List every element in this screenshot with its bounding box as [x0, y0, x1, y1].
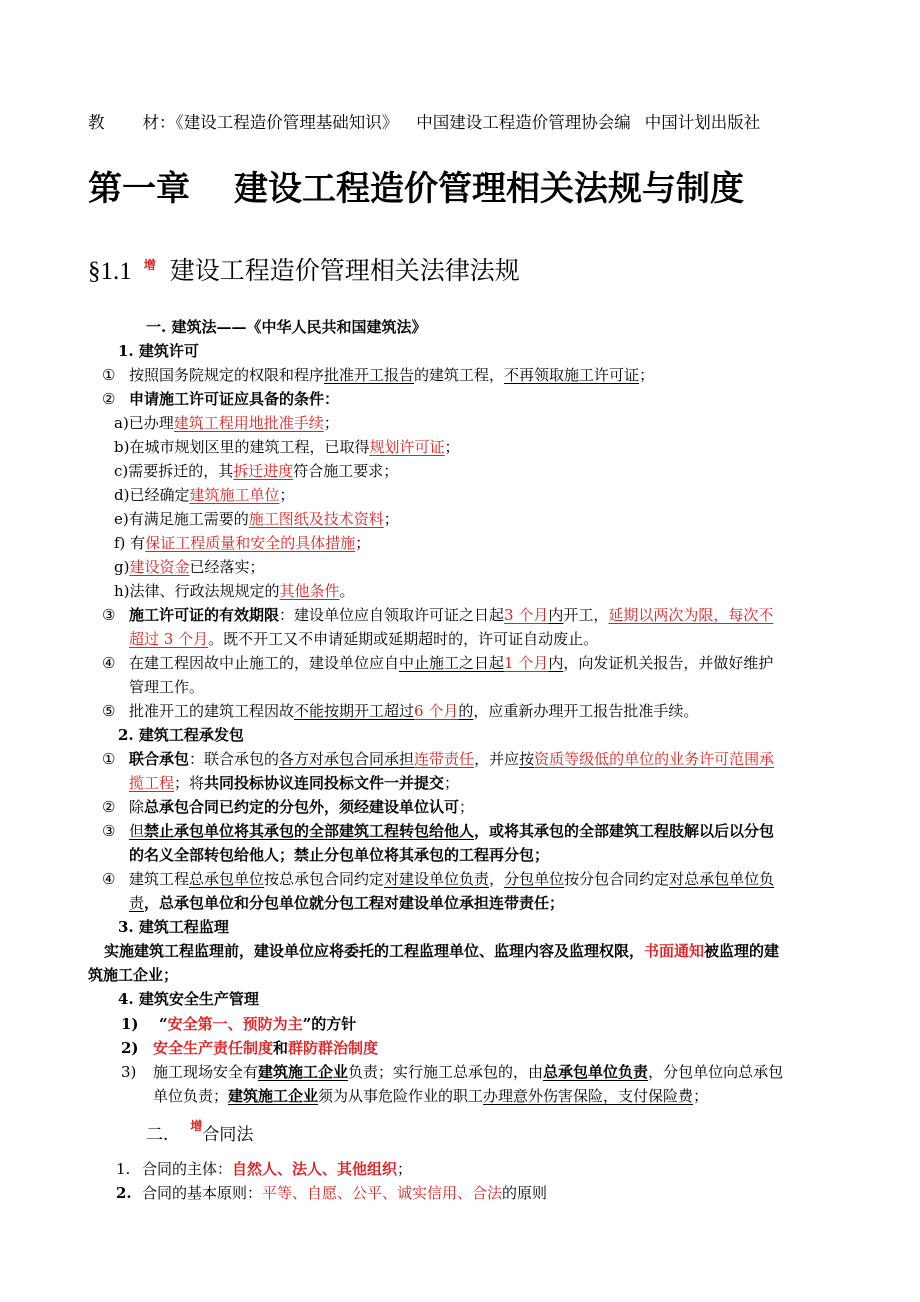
list-item: 3) 施工现场安全有建筑施工企业负责；实行施工总承包的，由总承包单位负责，分包单位向总承包 [121, 1063, 784, 1081]
chapter-number: 第一章 [88, 169, 190, 209]
subsection-heading: 1. 建筑许可 [118, 342, 199, 360]
condition-item: d)已经确定建筑施工单位； [114, 486, 295, 504]
list-item: 1. 合同的主体：自然人、法人、其他组织； [116, 1160, 413, 1178]
subsection-heading: 2. 建筑工程承发包 [118, 726, 244, 744]
condition-item: b)在城市规划区里的建筑工程，已取得规划许可证； [114, 438, 460, 456]
list-item: ③ 施工许可证的有效期限：建设单位应自领取许可证之日起3 个月内开工，延期以两次为限，每次不 [102, 606, 774, 624]
section-name: 建设工程造价管理相关法律法规 [169, 256, 520, 285]
list-item-continuation: 的名义全部转包给他人；禁止分包单位将其承包的工程再分包； [129, 846, 550, 864]
condition-item: f) 有保证工程质量和安全的具体措施； [114, 534, 371, 552]
list-item: ① 按照国务院规定的权限和程序批准开工报告的建筑工程，不再领取施工许可证； [102, 366, 655, 384]
list-item: ② 申请施工许可证应具备的条件： [102, 390, 340, 408]
chapter-name: 建设工程造价管理相关法规与制度 [234, 169, 744, 209]
header-book: 材：《建设工程造价管理基础知识》 [142, 113, 399, 132]
header-label: 教 [88, 113, 105, 132]
section-title [88, 254, 520, 292]
textbook-header [88, 112, 760, 134]
paragraph: 实施建筑工程监理前，建设单位应将委托的工程监理单位、监理内容及监理权限，书面通知被监理的建 [104, 942, 780, 960]
list-item: ④ 建筑工程总承包单位按总承包合同约定对建设单位负责，分包单位按分包合同约定对总承包单位负 [102, 870, 775, 888]
condition-item: a)已办理建筑工程用地批准手续； [114, 414, 339, 432]
list-item-continuation: 单位负责；建筑施工企业须为从事危险作业的职工办理意外伤害保险，支付保险费； [153, 1087, 709, 1105]
header-publisher: 中国计划出版社 [644, 113, 761, 132]
list-item: 2) 安全生产责任制度和群防群治制度 [121, 1039, 379, 1057]
list-item: ④ 在建工程因故中止施工的，建设单位应自中止施工之日起1 个月内，向发证机关报告，并做好维护 [102, 654, 774, 672]
added-mark: 增 [190, 1119, 203, 1133]
list-item-continuation: 管理工作。 [129, 678, 205, 696]
added-mark: 增 [143, 258, 156, 272]
part2-heading: 二. $^增$合同法 [146, 1119, 254, 1145]
condition-item: c)需要拆迁的，其拆迁进度符合施工要求； [114, 462, 399, 480]
list-item: ⑤ 批准开工的建筑工程因故不能按期开工超过6 个月的，应重新办理开工报告批准手续。 [102, 702, 699, 720]
section-number: §1.1 [88, 258, 132, 285]
header-editor: 中国建设工程造价管理协会编 [416, 113, 631, 132]
list-item: ② 除总承包合同已约定的分包外，须经建设单位认可； [102, 798, 475, 816]
list-item: ① 联合承包：联合承包的各方对承包合同承担连带责任，并应按资质等级低的单位的业务许可范围承 [102, 750, 775, 768]
condition-item: g)建设资金已经落实； [114, 558, 265, 576]
part1-heading: 一. 建筑法——《中华人民共和国建筑法》 [146, 318, 427, 336]
list-item-continuation: 责，总承包单位和分包单位就分包工程对建设单位承担连带责任； [129, 894, 565, 912]
list-item: ③ 但禁止承包单位将其承包的全部建筑工程转包给他人，或将其承包的全部建筑工程肢解以后以分包 [102, 822, 775, 840]
list-item: 1) “安全第一、预防为主”的方针 [121, 1015, 357, 1033]
chapter-title [88, 166, 744, 212]
subsection-heading: 4. 建筑安全生产管理 [118, 990, 259, 1008]
subsection-heading: 3. 建筑工程监理 [118, 918, 229, 936]
list-item: 2. 合同的基本原则：平等、自愿、公平、诚实信用、合法的原则 [116, 1184, 548, 1202]
list-item-continuation: 揽工程；将共同投标协议连同投标文件一并提交； [129, 774, 460, 792]
condition-item: e)有满足施工需要的施工图纸及技术资料； [114, 510, 399, 528]
list-item-continuation: 超过 3 个月。既不开工又不申请延期或延期超时的，许可证自动废止。 [129, 630, 599, 648]
paragraph-continuation: 筑施工企业； [88, 966, 179, 984]
condition-item: h)法律、行政法规规定的其他条件。 [114, 582, 355, 600]
